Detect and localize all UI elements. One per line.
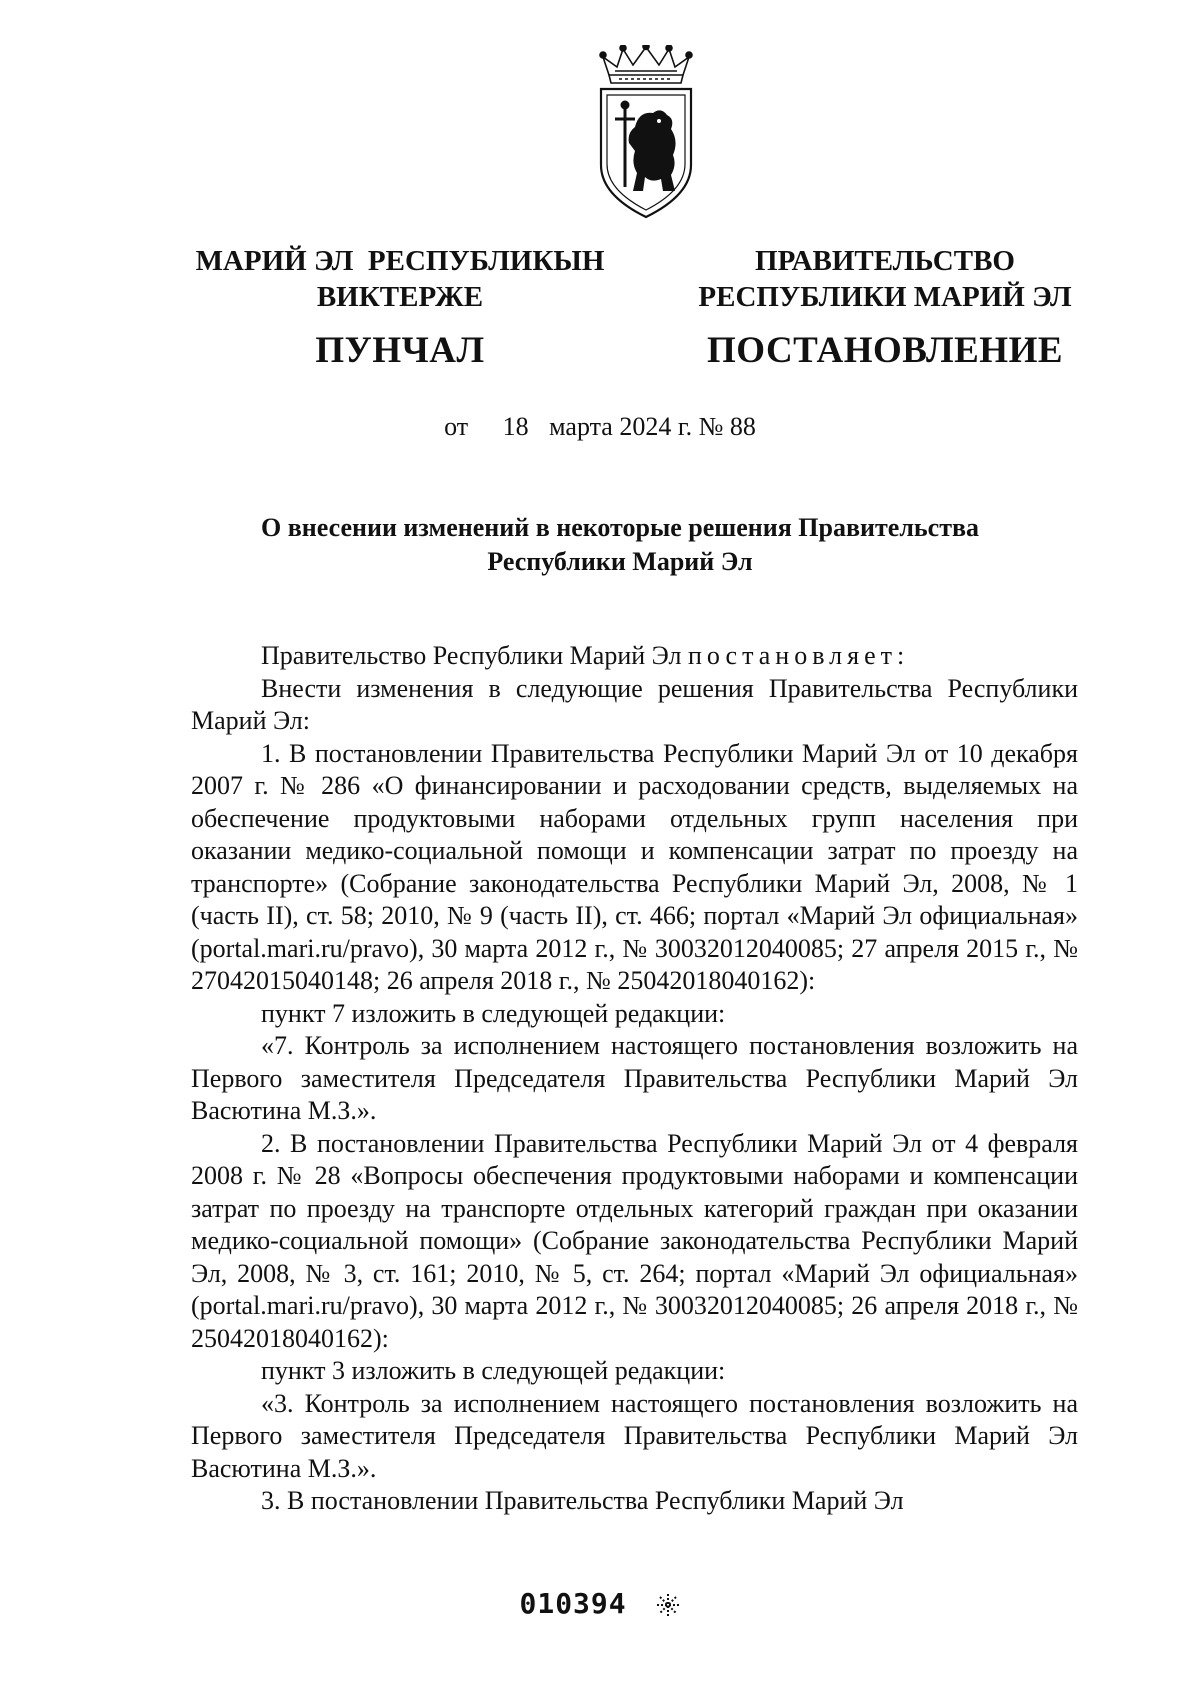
paragraph-7: «3. Контроль за исполнением настоящего постановления возложить на Первого заместителя Председателя Правительства Республики Марий Эл Васютина М.З.». bbox=[191, 1388, 1078, 1483]
title-line1: О внесении изменений в некоторые решения Правительства bbox=[260, 513, 980, 542]
document-body bbox=[191, 640, 1078, 1518]
header-left-block bbox=[170, 243, 630, 315]
coat-of-arms-icon bbox=[589, 45, 703, 225]
document-title bbox=[200, 511, 1040, 579]
serial-number: 010394 bbox=[519, 1587, 627, 1620]
paragraph-8: 3. В постановлении Правительства Республики Марий Эл bbox=[261, 1486, 904, 1515]
paragraph-4: «7. Контроль за исполнением настоящего постановления возложить на Первого заместителя Председателя Правительства Республики Марий Эл Васютина М.З.». bbox=[191, 1031, 1078, 1125]
header-right-block bbox=[665, 243, 1105, 315]
date-rest: марта 2024 г. № bbox=[549, 412, 724, 441]
header-left-line2: ВИКТЕРЖЕ bbox=[316, 281, 484, 313]
paragraph-5: 2. В постановлении Правительства Республики Марий Эл от 4 февраля 2008 г. № 28 «Вопросы обеспечения продуктовыми наборами и компенсации затрат по проезду на транспорте отдельных категорий граждан при оказании медико-социальной помощи» (Собрание законодательства Республики Марий Эл, 2008, № 3, ст. 161; 2010, № 5, ст. 264; портал «Марий Эл официальная» (portal.mari.ru/pravo), 30 марта 2012 г., № 30032012040085; 26 апреля 2018 г., № 25042018040162): bbox=[191, 1128, 1078, 1353]
date-day: 18 bbox=[502, 412, 529, 441]
header-left-line1: МАРИЙ ЭЛ РЕСПУБЛИКЫН bbox=[195, 245, 605, 277]
header-right-line2: РЕСПУБЛИКИ МАРИЙ ЭЛ bbox=[698, 281, 1072, 313]
paragraph-3: пункт 7 изложить в следующей редакции: bbox=[261, 998, 726, 1028]
document-number: 88 bbox=[729, 412, 756, 441]
doc-type-russian: ПОСТАНОВЛЕНИЕ bbox=[706, 330, 1064, 371]
doc-type-mari: ПУНЧАЛ bbox=[315, 330, 485, 371]
serial-number-line bbox=[0, 1587, 1200, 1620]
intro-decree-word: постановляет: bbox=[687, 641, 910, 670]
date-prefix: от bbox=[444, 412, 469, 441]
header-right-line1: ПРАВИТЕЛЬСТВО bbox=[755, 245, 1015, 277]
paragraph-6: пункт 3 изложить в следующей редакции: bbox=[261, 1356, 726, 1385]
intro-paragraph bbox=[191, 640, 1078, 673]
date-line bbox=[0, 412, 1200, 442]
paragraph-2: 1. В постановлении Правительства Республики Марий Эл от 10 декабря 2007 г. № 286 «О финансировании и расходовании средств, выделяемых на обеспечение продуктовыми наборами отдельных групп населения при оказании медико-социальной помощи и компенсации затрат по проезду на транспорте» (Собрание законодательства Республики Марий Эл, 2008, № 1 (часть II), ст. 58; 2010, № 9 (часть II), ст. 466; портал «Марий Эл официальная» (portal.mari.ru/pravo), 30 марта 2012 г., № 30032012040085; 27 апреля 2015 г., № 27042015040148; 26 апреля 2018 г., № 25042018040162): bbox=[191, 738, 1078, 995]
star-mark-icon bbox=[655, 1592, 681, 1618]
title-line2: Республики Марий Эл bbox=[487, 547, 753, 576]
intro-text: Правительство Республики Марий Эл bbox=[261, 641, 682, 670]
paragraph-1: Внести изменения в следующие решения Правительства Республики Марий Эл: bbox=[191, 673, 1078, 735]
